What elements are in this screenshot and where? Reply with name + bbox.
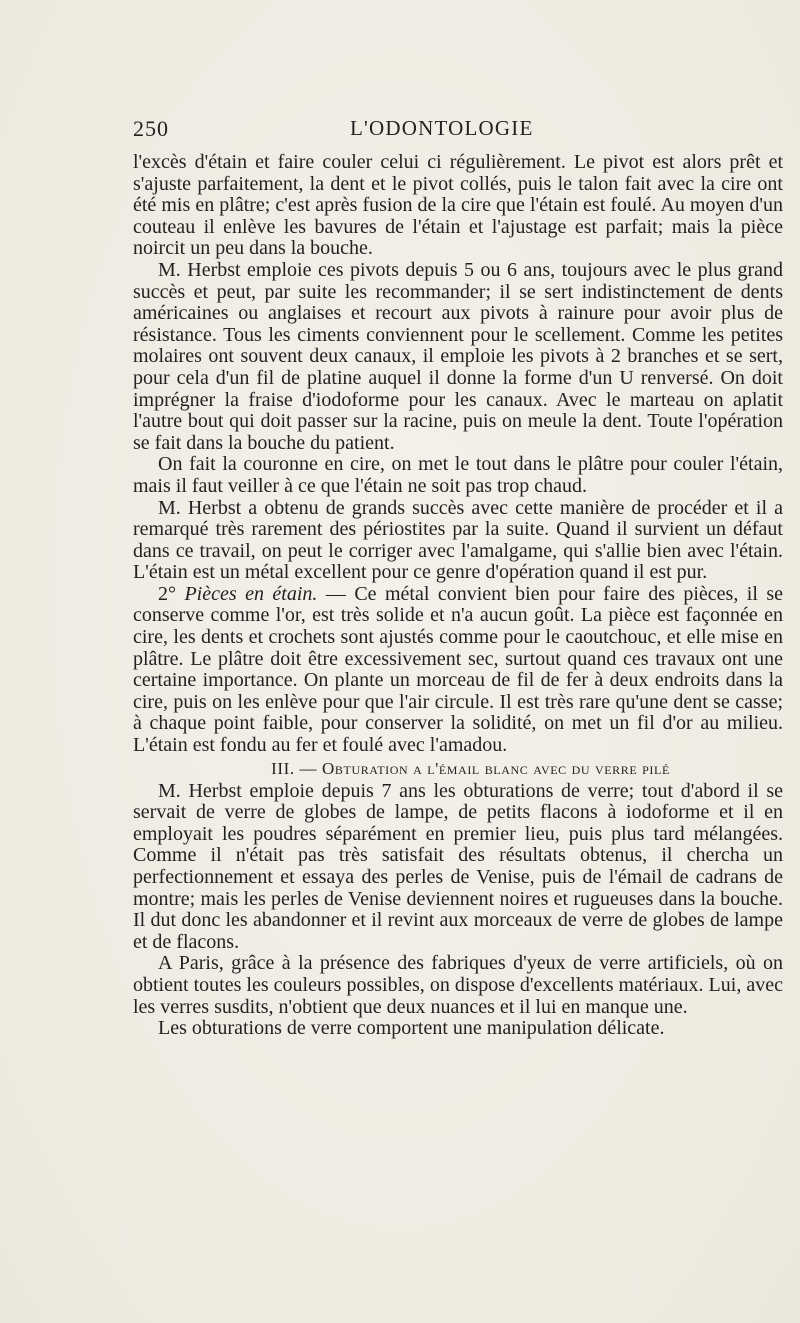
section-numeral: III. — bbox=[271, 758, 318, 778]
paragraph: M. Herbst a obtenu de grands succès avec cette manière de procéder et il a remarqué très rarement des périostites par la suite. Quand il survient un défaut dans ce travail, on peut le corriger avec l'amalgame, qui s'allie bien avec l'étain. L'étain est un métal excellent pour ce genre d'opération quand il est pur. bbox=[133, 496, 783, 584]
item-title: Pièces en étain. bbox=[184, 582, 318, 605]
paragraph: A Paris, grâce à la présence des fabriques d'yeux de verre artificiels, où on obtient toutes les couleurs possibles, on dispose d'excellents matériaux. Lui, avec les verres susdits, n'obtient que deux nuances et il lui en manque une. bbox=[133, 952, 783, 1018]
item-text: — Ce métal convient bien pour faire des pièces, il se conserve comme l'or, est très solide et n'a aucun goût. La pièce est façonnée en cire, les dents et crochets sont ajustés comme pour le caoutchouc, et elle mise en plâtre. Le plâtre doit être excessivement sec, surtout quand ces travaux ont une certaine importance. On plante un morceau de fil de fer à deux endroits dans la cire, puis on les enlève pour que l'air circule. Il est très rare qu'une dent se casse; à chaque point faible, pour conserver la solidité, on met un fil d'or au milieu. L'étain est fondu au fer et foulé avec l'amadou. bbox=[133, 582, 784, 757]
paragraph: M. Herbst emploie depuis 7 ans les obturations de verre; tout d'abord il se servait de verre de globes de lampe, de petits flacons à iodoforme et il en employait les poudres séparément en premier lieu, puis plus tard mélangées. Comme il n'était pas très satisfait des résultats obtenus, il chercha un perfectionnement et essaya des perles de Venise, puis de l'émail de cadrans de montre; mais les perles de Venise deviennent noires et rugueuses dans la bouche. Il dut donc les abandonner et il revint aux morceaux de verre de globes de lampe et de flacons. bbox=[133, 779, 783, 953]
paragraph: M. Herbst emploie ces pivots depuis 5 ou 6 ans, toujours avec le plus grand succès et peut, par suite les recommander; il se sert indistinctement de dents américaines ou anglaises et recourt aux pivots à rainure pour avoir plus de résistance. Tous les ciments conviennent pour le scellement. Comme les petites molaires ont souvent deux canaux, il emploie les pivots à 2 branches et se sert, pour cela d'un fil de platine auquel il donne la forme d'un U renversé. On doit imprégner la fraise d'iodoforme pour les canaux. Avec le marteau on aplatit l'autre bout qui doit passer sur la racine, puis on meule la dent. Toute l'opération se fait dans la bouche du patient. bbox=[133, 258, 783, 454]
running-title: L'ODONTOLOGIE bbox=[350, 116, 534, 140]
body-text bbox=[133, 152, 783, 1040]
pieces-paragraph bbox=[133, 584, 783, 757]
page-number: 250 bbox=[133, 116, 169, 141]
section-heading bbox=[133, 757, 783, 781]
section-title: Obturation a l'émail blanc avec du verre pilé bbox=[322, 758, 670, 778]
paragraph: Les obturations de verre comportent une manipulation délicate. bbox=[158, 1017, 665, 1040]
paragraph: On fait la couronne en cire, on met le tout dans le plâtre pour couler l'étain, mais il faut veiller à ce que l'étain ne soit pas trop chaud. bbox=[133, 453, 783, 497]
page-header bbox=[133, 116, 783, 146]
item-number: 2° bbox=[158, 582, 176, 605]
paragraph: l'excès d'étain et faire couler celui ci régulièrement. Le pivot est alors prêt et s'ajuste parfaitement, la dent et le pivot collés, puis le talon fait avec la cire ont été mis en plâtre; c'est après fusion de la cire que l'étain est foulé. Au moyen d'un couteau il enlève les bavures de l'étain et l'ajustage est parfait; mais la pièce noircit un peu dans la bouche. bbox=[133, 151, 783, 260]
